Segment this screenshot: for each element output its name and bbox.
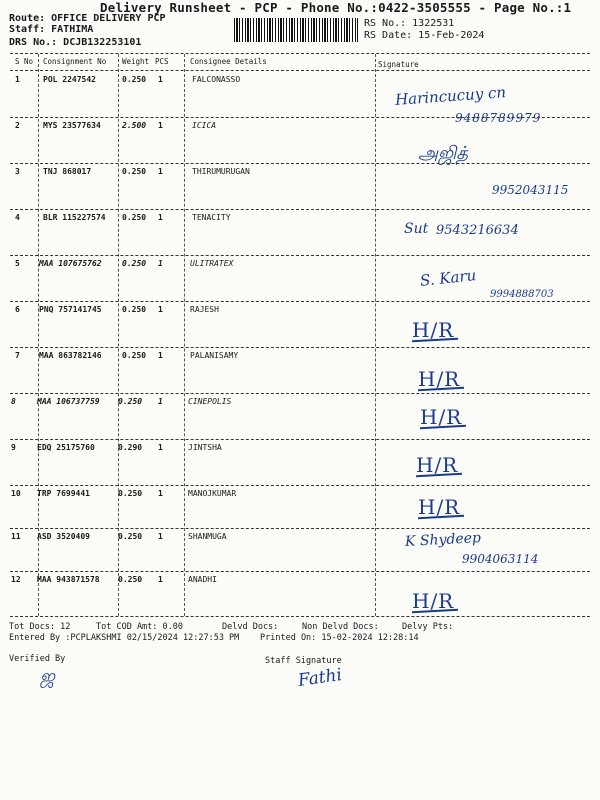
staff-label: Staff: FATHIMA — [9, 24, 94, 35]
row-pcs: 1 — [158, 75, 163, 84]
row-weight: 0.250 — [118, 575, 143, 584]
row-consignment: POL 2247542 — [43, 75, 96, 84]
col-header-weight: Weight — [122, 57, 150, 66]
col-header-consignee: Consignee Details — [190, 57, 267, 66]
row-weight: 0.290 — [118, 443, 143, 452]
signature-name: H/R — [418, 495, 461, 519]
signature-phone: 9543216634 — [436, 223, 519, 238]
header-top-rule — [10, 53, 590, 54]
row-weight: 0.250 — [122, 259, 147, 268]
verified-by-label: Verified By — [9, 654, 66, 664]
signature-phone: 9904063114 — [462, 552, 539, 566]
printed-on: Printed On: 15-02-2024 12:28:14 — [260, 633, 419, 643]
row-sno: 7 — [15, 351, 20, 360]
row-weight: 0.250 — [118, 489, 143, 498]
row-weight: 0.250 — [122, 75, 147, 84]
row-weight: 0.250 — [122, 213, 147, 222]
runsheet-title: Delivery Runsheet - PCP - Phone No.:0422-3505555 - Page No.:1 — [100, 0, 572, 15]
signature-name: H/R — [412, 318, 455, 342]
row-consignment: ASD 3520409 — [37, 532, 90, 541]
table-row — [0, 71, 600, 125]
col-header-sno: S No — [15, 57, 34, 66]
row-weight: 0.250 — [122, 351, 147, 360]
table-row — [0, 209, 600, 255]
table-row — [0, 347, 600, 393]
row-weight: 2.500 — [122, 121, 147, 130]
signature-name: H/R — [412, 589, 455, 613]
drs-number: DRS No.: DCJB132253101 — [9, 37, 142, 48]
row-consignment: MAA 943871578 — [37, 575, 100, 584]
row-consignee: SHANMUGA — [188, 532, 227, 541]
row-consignee: MANOJKUMAR — [188, 489, 237, 498]
total-docs: Tot Docs: 12 — [9, 622, 71, 632]
table-row — [0, 439, 600, 485]
signature-phone: 9488789979 — [455, 111, 542, 125]
table-row — [0, 485, 600, 531]
signature-name: H/R — [416, 453, 459, 477]
non-delivered-docs: Non Delvd Docs: — [302, 622, 379, 632]
row-consignment: TRP 7699441 — [37, 489, 90, 498]
row-pcs: 1 — [158, 305, 163, 314]
row-sno: 8 — [11, 397, 16, 406]
row-consignee: ULITRATEX — [190, 259, 234, 268]
signature-name: அஜித் — [418, 143, 469, 164]
row-sno: 11 — [11, 532, 21, 541]
signature-name: Sut — [404, 221, 429, 237]
signature-name: H/R — [420, 405, 463, 429]
row-pcs: 1 — [158, 213, 163, 222]
row-sno: 3 — [15, 167, 20, 176]
row-sno: 1 — [15, 75, 20, 84]
row-consignee: RAJESH — [190, 305, 219, 314]
row-pcs: 1 — [158, 489, 163, 498]
row-pcs: 1 — [158, 259, 163, 268]
row-sno: 2 — [15, 121, 20, 130]
table-row — [0, 301, 600, 347]
row-consignee: THIRUMURUGAN — [192, 167, 250, 176]
table-row — [0, 163, 600, 209]
row-consignment: PNQ 757141745 — [39, 305, 102, 314]
row-consignment: BLR 115227574 — [43, 213, 106, 222]
route-label: Route: OFFICE DELIVERY PCP — [9, 13, 166, 24]
row-pcs: 1 — [158, 167, 163, 176]
row-consignment: MYS 23577634 — [43, 121, 101, 130]
signature-phone: 9994888703 — [490, 289, 554, 300]
table-bottom-rule — [10, 616, 590, 617]
col-header-consignment: Consignment No — [43, 57, 107, 66]
row-sno: 5 — [15, 259, 20, 268]
row-consignee: JINTSHA — [188, 443, 222, 452]
row-pcs: 1 — [158, 575, 163, 584]
row-consignment: TNJ 868017 — [43, 167, 92, 176]
row-consignment: EDQ 25175760 — [37, 443, 95, 452]
table-row — [0, 571, 600, 617]
rs-date: RS Date: 15-Feb-2024 — [364, 30, 485, 41]
rs-number: RS No.: 1322531 — [364, 18, 455, 29]
row-pcs: 1 — [158, 121, 163, 130]
row-consignee: FALCONASSO — [192, 75, 241, 84]
row-sno: 6 — [15, 305, 20, 314]
delivery-points: Delvy Pts: — [402, 622, 454, 632]
entered-by: Entered By :PCPLAKSHMI 02/15/2024 12:27:53 PM — [9, 633, 240, 643]
col-header-pcs: PCS — [155, 57, 169, 66]
signature-name: H/R — [418, 367, 461, 391]
row-weight: 0.250 — [122, 167, 147, 176]
signature-phone: 9952043115 — [492, 183, 569, 197]
row-pcs: 1 — [158, 397, 163, 406]
row-sno: 12 — [11, 575, 21, 584]
staff-signature-label: Staff Signature — [265, 656, 342, 666]
barcode — [234, 18, 358, 42]
row-consignee: ANADHI — [188, 575, 217, 584]
total-cod-amount: Tot COD Amt: 0.00 — [96, 622, 183, 632]
verifier-signature: ஜ — [40, 666, 56, 687]
row-pcs: 1 — [158, 532, 163, 541]
table-row — [0, 393, 600, 439]
staff-signature: Fathi — [296, 665, 344, 691]
signature-name: S. Karu — [419, 266, 478, 290]
row-consignment: MAA 863782146 — [39, 351, 102, 360]
col-header-signature: Signature — [378, 60, 419, 69]
row-weight: 0.250 — [122, 305, 147, 314]
row-consignee: TENACITY — [192, 213, 231, 222]
row-pcs: 1 — [158, 351, 163, 360]
row-sno: 4 — [15, 213, 20, 222]
row-consignee: CINEPOLIS — [188, 397, 232, 406]
row-consignment: MAA 106737759 — [37, 397, 100, 406]
table-row — [0, 528, 600, 574]
row-sno: 10 — [11, 489, 21, 498]
delivered-docs: Delvd Docs: — [222, 622, 279, 632]
row-consignee: ICICA — [192, 121, 217, 130]
table-row — [0, 255, 600, 301]
row-sno: 9 — [11, 443, 16, 452]
signature-name: K Shydeep — [404, 530, 482, 550]
row-consignee: PALANISAMY — [190, 351, 239, 360]
row-weight: 0.250 — [118, 397, 143, 406]
row-weight: 0.250 — [118, 532, 143, 541]
row-pcs: 1 — [158, 443, 163, 452]
signature-name: Harincucuy cn — [394, 83, 507, 109]
row-consignment: MAA 107675762 — [39, 259, 102, 268]
